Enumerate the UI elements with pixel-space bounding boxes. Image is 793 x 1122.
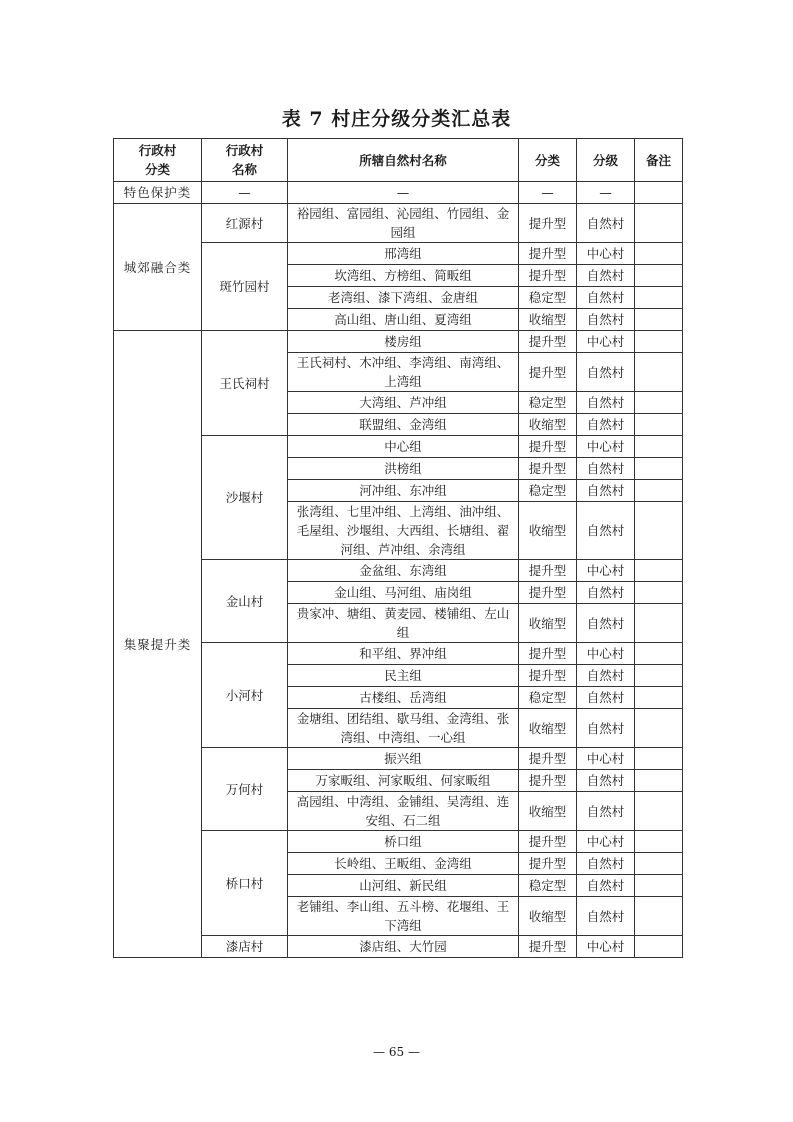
remark-cell: [635, 392, 683, 414]
category-cell: 特色保护类: [114, 182, 202, 204]
natural-village-cell: 长岭组、王畈组、金湾组: [288, 853, 519, 875]
remark-cell: [635, 582, 683, 604]
type-cell: 提升型: [519, 831, 577, 853]
type-cell: 收缩型: [519, 709, 577, 748]
level-cell: 自然村: [577, 480, 635, 502]
type-cell: 稳定型: [519, 287, 577, 309]
natural-village-cell: 山河组、新民组: [288, 875, 519, 897]
type-cell: 提升型: [519, 560, 577, 582]
level-cell: 中心村: [577, 560, 635, 582]
natural-village-cell: 老铺组、李山组、五斗榜、花堰组、王下湾组: [288, 897, 519, 936]
level-cell: 自然村: [577, 875, 635, 897]
natural-village-cell: 高山组、唐山组、夏湾组: [288, 309, 519, 331]
level-cell: 中心村: [577, 331, 635, 353]
remark-cell: [635, 182, 683, 204]
remark-cell: [635, 436, 683, 458]
table-row: [114, 182, 683, 204]
natural-village-cell: 裕园组、富园组、沁园组、竹园组、金园组: [288, 204, 519, 243]
village-classification-table: [113, 138, 683, 958]
header-natural-villages: 所辖自然村名称: [288, 139, 519, 182]
type-cell: 收缩型: [519, 792, 577, 831]
natural-village-cell: 万家畈组、河家畈组、何家畈组: [288, 770, 519, 792]
category-cell: 城郊融合类: [114, 204, 202, 331]
level-cell: 自然村: [577, 414, 635, 436]
natural-village-cell: 金塘组、团结组、歇马组、金湾组、张湾组、中湾组、一心组: [288, 709, 519, 748]
remark-cell: [635, 831, 683, 853]
type-cell: 稳定型: [519, 687, 577, 709]
natural-village-cell: 贵家冲、塘组、黄麦园、楼铺组、左山组: [288, 604, 519, 643]
remark-cell: [635, 665, 683, 687]
natural-village-cell: 振兴组: [288, 748, 519, 770]
village-cell: 斑竹园村: [202, 243, 288, 331]
village-cell: —: [202, 182, 288, 204]
header-type: 分类: [519, 139, 577, 182]
level-cell: 自然村: [577, 604, 635, 643]
village-cell: 漆店村: [202, 936, 288, 958]
header-row: [114, 139, 683, 182]
type-cell: 提升型: [519, 936, 577, 958]
level-cell: 自然村: [577, 287, 635, 309]
level-cell: 中心村: [577, 436, 635, 458]
remark-cell: [635, 560, 683, 582]
level-cell: 自然村: [577, 665, 635, 687]
village-cell: 小河村: [202, 643, 288, 748]
level-cell: 中心村: [577, 748, 635, 770]
type-cell: 提升型: [519, 853, 577, 875]
village-cell: 王氏祠村: [202, 331, 288, 436]
village-cell: 桥口村: [202, 831, 288, 936]
natural-village-cell: 楼房组: [288, 331, 519, 353]
natural-village-cell: 坎湾组、方榜组、简畈组: [288, 265, 519, 287]
remark-cell: [635, 748, 683, 770]
level-cell: 自然村: [577, 897, 635, 936]
level-cell: 自然村: [577, 309, 635, 331]
table-title: 表 7 村庄分级分类汇总表: [281, 108, 512, 130]
natural-village-cell: 王氏祠村、木冲组、李湾组、南湾组、上湾组: [288, 353, 519, 392]
type-cell: 提升型: [519, 770, 577, 792]
level-cell: 自然村: [577, 853, 635, 875]
village-cell: 金山村: [202, 560, 288, 643]
natural-village-cell: 金山组、马河组、庙岗组: [288, 582, 519, 604]
remark-cell: [635, 853, 683, 875]
type-cell: 提升型: [519, 204, 577, 243]
village-cell: 沙堰村: [202, 436, 288, 560]
type-cell: 收缩型: [519, 414, 577, 436]
natural-village-cell: 漆店组、大竹园: [288, 936, 519, 958]
natural-village-cell: —: [288, 182, 519, 204]
natural-village-cell: 张湾组、七里冲组、上湾组、油冲组、毛屋组、沙堰组、大西组、长塘组、翟河组、芦冲组、余湾组: [288, 502, 519, 560]
header-village: 行政村 名称: [202, 139, 288, 182]
natural-village-cell: 古楼组、岳湾组: [288, 687, 519, 709]
natural-village-cell: 高园组、中湾组、金铺组、吴湾组、连安组、石二组: [288, 792, 519, 831]
remark-cell: [635, 204, 683, 243]
type-cell: 稳定型: [519, 392, 577, 414]
natural-village-cell: 桥口组: [288, 831, 519, 853]
type-cell: 稳定型: [519, 480, 577, 502]
natural-village-cell: 邢湾组: [288, 243, 519, 265]
page-number: — 65 —: [373, 1045, 420, 1059]
type-cell: 稳定型: [519, 875, 577, 897]
type-cell: 提升型: [519, 243, 577, 265]
remark-cell: [635, 792, 683, 831]
village-cell: 万何村: [202, 748, 288, 831]
type-cell: 提升型: [519, 458, 577, 480]
level-cell: 中心村: [577, 831, 635, 853]
level-cell: 自然村: [577, 353, 635, 392]
remark-cell: [635, 604, 683, 643]
remark-cell: [635, 897, 683, 936]
village-cell: 红源村: [202, 204, 288, 243]
remark-cell: [635, 309, 683, 331]
remark-cell: [635, 643, 683, 665]
natural-village-cell: 民主组: [288, 665, 519, 687]
remark-cell: [635, 458, 683, 480]
level-cell: 自然村: [577, 709, 635, 748]
natural-village-cell: 金盆组、东湾组: [288, 560, 519, 582]
remark-cell: [635, 687, 683, 709]
type-cell: 提升型: [519, 665, 577, 687]
type-cell: —: [519, 182, 577, 204]
level-cell: 自然村: [577, 792, 635, 831]
remark-cell: [635, 709, 683, 748]
level-cell: 自然村: [577, 687, 635, 709]
remark-cell: [635, 265, 683, 287]
type-cell: 提升型: [519, 643, 577, 665]
remark-cell: [635, 353, 683, 392]
header-category: 行政村 分类: [114, 139, 202, 182]
level-cell: 中心村: [577, 243, 635, 265]
remark-cell: [635, 480, 683, 502]
level-cell: 中心村: [577, 936, 635, 958]
natural-village-cell: 联盟组、金湾组: [288, 414, 519, 436]
level-cell: 自然村: [577, 582, 635, 604]
type-cell: 提升型: [519, 265, 577, 287]
level-cell: 自然村: [577, 265, 635, 287]
natural-village-cell: 中心组: [288, 436, 519, 458]
level-cell: —: [577, 182, 635, 204]
remark-cell: [635, 502, 683, 560]
level-cell: 自然村: [577, 770, 635, 792]
remark-cell: [635, 287, 683, 309]
table-row: [114, 331, 683, 353]
level-cell: 中心村: [577, 643, 635, 665]
type-cell: 收缩型: [519, 604, 577, 643]
type-cell: 提升型: [519, 582, 577, 604]
natural-village-cell: 老湾组、漆下湾组、金唐组: [288, 287, 519, 309]
remark-cell: [635, 770, 683, 792]
remark-cell: [635, 936, 683, 958]
remark-cell: [635, 875, 683, 897]
natural-village-cell: 河冲组、东冲组: [288, 480, 519, 502]
type-cell: 提升型: [519, 436, 577, 458]
remark-cell: [635, 243, 683, 265]
type-cell: 收缩型: [519, 309, 577, 331]
remark-cell: [635, 331, 683, 353]
remark-cell: [635, 414, 683, 436]
type-cell: 提升型: [519, 353, 577, 392]
level-cell: 自然村: [577, 392, 635, 414]
natural-village-cell: 大湾组、芦冲组: [288, 392, 519, 414]
type-cell: 收缩型: [519, 897, 577, 936]
type-cell: 收缩型: [519, 502, 577, 560]
type-cell: 提升型: [519, 748, 577, 770]
type-cell: 提升型: [519, 331, 577, 353]
table-row: [114, 204, 683, 243]
natural-village-cell: 洪榜组: [288, 458, 519, 480]
natural-village-cell: 和平组、界冲组: [288, 643, 519, 665]
header-remarks: 备注: [635, 139, 683, 182]
level-cell: 自然村: [577, 204, 635, 243]
category-cell: 集聚提升类: [114, 331, 202, 958]
level-cell: 自然村: [577, 458, 635, 480]
header-level: 分级: [577, 139, 635, 182]
level-cell: 自然村: [577, 502, 635, 560]
